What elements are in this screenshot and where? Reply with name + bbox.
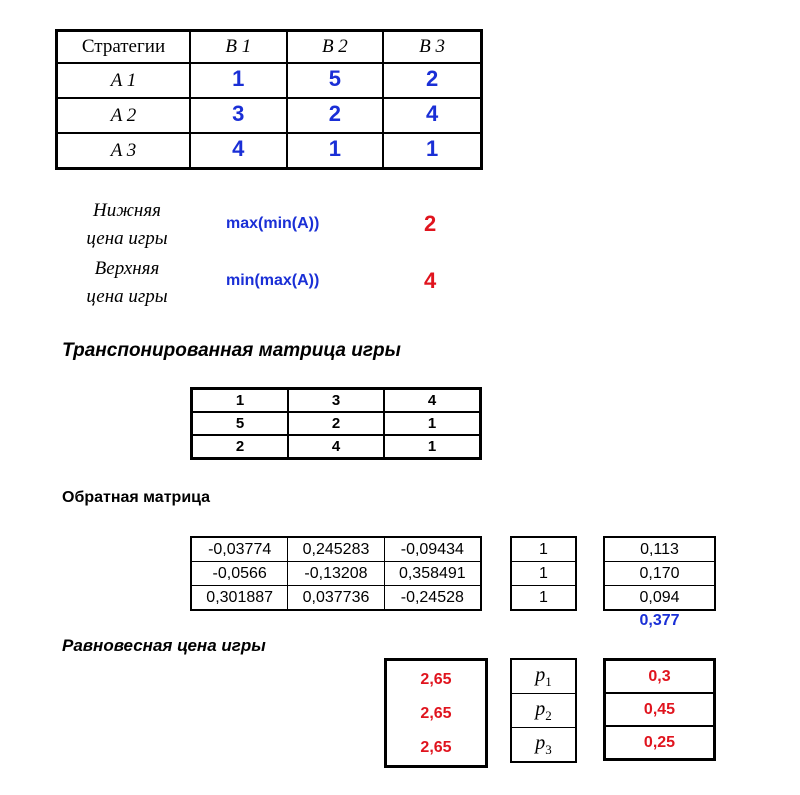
matrix-cell: -0,24528 — [384, 586, 481, 611]
p-subscript: 2 — [545, 707, 552, 723]
payoff-row — [57, 98, 482, 133]
equilibrium-value: 2,65 — [420, 705, 452, 722]
probability-labels — [510, 658, 577, 763]
lower-price-value: 2 — [424, 211, 437, 236]
matrix-cell: 0,245283 — [288, 537, 384, 562]
payoff-matrix — [55, 29, 483, 170]
transposed-title: Транспонированная матрица игры — [62, 340, 401, 361]
payoff-cell: 1 — [383, 133, 481, 169]
matrix-cell: 1 — [192, 389, 289, 413]
p-base: p — [535, 663, 546, 686]
probability-label — [511, 728, 576, 763]
vector-cell: 1 — [511, 586, 576, 611]
matrix-cell: 1 — [384, 412, 481, 435]
upper-price-label-line2: цена игры — [86, 286, 168, 307]
matrix-row — [192, 435, 481, 459]
matrix-row — [191, 562, 481, 586]
lower-price-label-line2: цена игры — [86, 228, 168, 249]
result-vector — [603, 536, 716, 611]
payoff-col-header: B 2 — [287, 31, 384, 64]
lower-price-label-line1: Нижняя — [93, 200, 161, 221]
probability-label — [511, 659, 576, 694]
upper-price-label — [52, 255, 202, 311]
payoff-cell: 4 — [383, 98, 481, 133]
matrix-cell: 2 — [288, 412, 384, 435]
payoff-corner-cell: Стратегии — [57, 31, 191, 64]
matrix-cell: 1 — [384, 435, 481, 459]
upper-price-formula: min(max(A)) — [226, 272, 320, 289]
upper-price-label-line1: Верхняя — [94, 258, 160, 279]
probability-value: 0,3 — [605, 660, 715, 694]
matrix-cell: 0,037736 — [288, 586, 384, 611]
vector-cell: 0,170 — [604, 562, 715, 586]
matrix-cell: 0,301887 — [191, 586, 288, 611]
payoff-cell: 5 — [287, 63, 384, 98]
probability-label — [511, 694, 576, 728]
payoff-col-header: B 1 — [190, 31, 287, 64]
matrix-cell: -0,13208 — [288, 562, 384, 586]
payoff-cell: 1 — [190, 63, 287, 98]
vector-cell: 1 — [511, 537, 576, 562]
matrix-cell: 3 — [288, 389, 384, 413]
upper-price-value: 4 — [424, 268, 437, 293]
p-base: p — [535, 731, 546, 754]
payoff-header-row — [57, 31, 482, 64]
matrix-row — [192, 412, 481, 435]
payoff-row-header: A 3 — [57, 133, 191, 169]
matrix-cell: 0,358491 — [384, 562, 481, 586]
inverse-matrix — [190, 536, 482, 611]
inverse-title: Обратная матрица — [62, 489, 211, 506]
payoff-row — [57, 133, 482, 169]
payoff-row-header: A 2 — [57, 98, 191, 133]
ones-vector — [510, 536, 577, 611]
vector-cell: 0,113 — [604, 537, 715, 562]
matrix-cell: 2 — [192, 435, 289, 459]
payoff-cell: 4 — [190, 133, 287, 169]
equilibrium-values-box — [384, 658, 488, 768]
vector-cell: 0,094 — [604, 586, 715, 611]
payoff-row-header: A 1 — [57, 63, 191, 98]
equilibrium-value: 2,65 — [420, 739, 452, 756]
result-sum: 0,377 — [639, 612, 680, 629]
payoff-row — [57, 63, 482, 98]
payoff-cell: 2 — [383, 63, 481, 98]
probability-value: 0,25 — [605, 726, 715, 760]
matrix-row — [192, 389, 481, 413]
matrix-cell: 4 — [384, 389, 481, 413]
equilibrium-value: 2,65 — [420, 671, 452, 688]
matrix-cell: -0,03774 — [191, 537, 288, 562]
p-subscript: 3 — [545, 741, 552, 757]
p-subscript: 1 — [545, 673, 552, 689]
matrix-cell: -0,0566 — [191, 562, 288, 586]
equilibrium-title: Равновесная цена игры — [62, 636, 266, 655]
transposed-matrix — [190, 387, 482, 460]
payoff-cell: 2 — [287, 98, 384, 133]
matrix-row — [191, 586, 481, 611]
payoff-cell: 1 — [287, 133, 384, 169]
probability-value: 0,45 — [605, 693, 715, 726]
matrix-cell: -0,09434 — [384, 537, 481, 562]
payoff-cell: 3 — [190, 98, 287, 133]
matrix-row — [191, 537, 481, 562]
vector-cell: 1 — [511, 562, 576, 586]
lower-price-label — [52, 197, 202, 253]
lower-price-formula: max(min(A)) — [226, 215, 320, 232]
payoff-col-header: B 3 — [383, 31, 481, 64]
matrix-cell: 5 — [192, 412, 289, 435]
p-base: p — [535, 697, 546, 720]
matrix-cell: 4 — [288, 435, 384, 459]
probability-values — [603, 658, 716, 761]
